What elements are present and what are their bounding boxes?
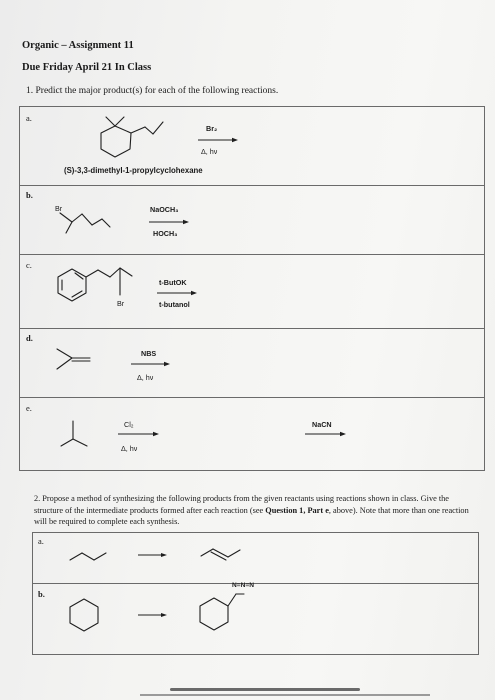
part-a-cyclohexane-structure bbox=[101, 117, 163, 157]
part-d-alkene-structure bbox=[57, 349, 90, 369]
part-c-reagent-bottom: t-butanol bbox=[159, 300, 190, 309]
q2b-azide-product-structure bbox=[200, 594, 244, 630]
question-2-prompt: 2. Propose a method of synthesizing the following products from the given reactants using reactions shown in class. Give the structure of the intermediate products formed after each reaction (see Question 1, Part e, above). Note that more than one reaction will be required to complete each synthesis. bbox=[34, 494, 469, 526]
part-a-label: a. bbox=[26, 113, 32, 123]
q2a-propene-structure bbox=[70, 553, 106, 560]
course-title: Organic – Assignment 11 bbox=[22, 40, 134, 51]
part-c-label: c. bbox=[26, 260, 32, 270]
q2b-cyclohexane-structure bbox=[70, 599, 98, 631]
part-b-reaction-arrow bbox=[149, 220, 189, 224]
q2-part-a-label: a. bbox=[38, 536, 44, 546]
part-d-label: d. bbox=[26, 333, 33, 343]
part-d-reaction-arrow bbox=[131, 362, 170, 366]
part-d-reagent-bottom: Δ, hν bbox=[137, 373, 154, 382]
q2a-alkyne-product-structure bbox=[201, 549, 240, 560]
part-b-reagent-top: NaOCH₃ bbox=[150, 205, 179, 214]
part-e-reagent-top: Cl₂ bbox=[124, 420, 134, 429]
part-e-isobutane-structure bbox=[61, 421, 87, 446]
part-e-reagent2-top: NaCN bbox=[312, 420, 332, 429]
part-b-reagent-bottom: HOCH₃ bbox=[153, 229, 178, 238]
part-c-reagent-top: t-ButOK bbox=[159, 278, 187, 287]
part-b-label: b. bbox=[26, 190, 33, 200]
part-c-benzylic-bromide-structure bbox=[58, 268, 132, 301]
part-e-reagent-bottom: Δ, hν bbox=[121, 444, 138, 453]
q2a-synthesis-arrow bbox=[138, 553, 167, 557]
question-1-prompt: 1. Predict the major product(s) for each of the following reactions. bbox=[26, 86, 279, 96]
part-a-reaction-arrow bbox=[198, 138, 238, 142]
part-a-compound-name: (S)-3,3-dimethyl-1-propylcyclohexane bbox=[64, 166, 203, 175]
part-d-reagent-top: NBS bbox=[141, 349, 157, 358]
azide-group-label: N=N=N bbox=[232, 582, 254, 589]
part-e-reaction-arrow-1 bbox=[118, 432, 159, 436]
due-date: Due Friday April 21 In Class bbox=[22, 62, 152, 73]
part-a-reagent-top: Br₂ bbox=[206, 124, 218, 133]
part-b-br-label: Br bbox=[55, 204, 63, 213]
part-a-reagent-bottom: Δ, hν bbox=[201, 147, 218, 156]
part-b-alkyl-bromide-structure bbox=[60, 213, 110, 233]
part-e-label: e. bbox=[26, 403, 32, 413]
q2-part-b-label: b. bbox=[38, 589, 45, 599]
q2b-synthesis-arrow bbox=[138, 613, 167, 617]
part-e-reaction-arrow-2 bbox=[305, 432, 346, 436]
part-c-br-label: Br bbox=[117, 299, 125, 308]
part-c-reaction-arrow bbox=[157, 291, 197, 295]
